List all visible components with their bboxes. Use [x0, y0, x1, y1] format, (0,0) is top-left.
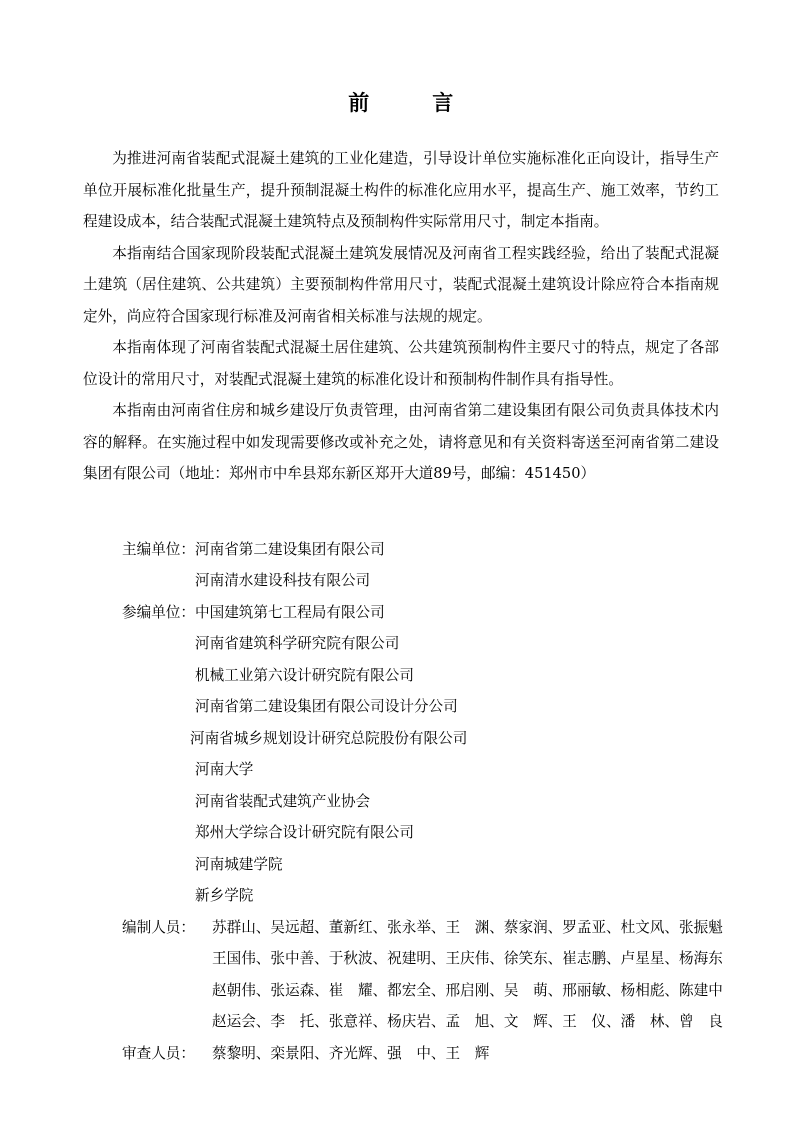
- credit-value-line: 河南省建筑科学研究院有限公司: [195, 635, 400, 653]
- credit-label-participating-unit: 参编单位：: [122, 603, 195, 621]
- body-paragraph-1: 为推进河南省装配式混凝土建筑的工业化建造，引导设计单位实施标准化正向设计，指导生产单位开展标准化批量生产，提升预制混凝土构件的标准化应用水平，提高生产、施工效率，节约工程建设成本，结合装配式混凝土建筑特点及预制构件实际常用尺寸，制定本指南。: [83, 150, 719, 231]
- credit-value-line: 郑州大学综合设计研究院有限公司: [195, 824, 414, 842]
- credit-label-reviewers: 审查人员：: [122, 1044, 195, 1062]
- credit-value-line: 蔡黎明、栾景阳、齐光辉、强 中、王 辉: [212, 1044, 490, 1062]
- credit-value-line: 河南城建学院: [195, 855, 283, 873]
- credit-value-line: 中国建筑第七工程局有限公司: [195, 603, 385, 621]
- credit-row-chief-editor-unit: [83, 534, 719, 597]
- credits-section: [83, 534, 723, 1070]
- credit-value-line: 苏群山、吴远超、董新红、张永举、王 渊、蔡家润、罗孟亚、杜文风、张振魁: [212, 918, 723, 936]
- credit-label-compilers: 编制人员：: [122, 918, 195, 936]
- credit-value-line: 河南省装配式建筑产业协会: [195, 792, 371, 810]
- credit-row-compilers: [83, 912, 723, 1038]
- credit-value-line: 赵朝伟、张运森、崔 耀、都宏全、邢启刚、吴 萌、邢丽敏、杨相彪、陈建中: [212, 981, 723, 999]
- credit-value-line: 河南省城乡规划设计研究总院股份有限公司: [190, 729, 468, 747]
- page-content: [83, 88, 723, 1069]
- credit-value-line: 河南省第二建设集团有限公司: [195, 540, 385, 558]
- credit-row-participating-unit: [83, 597, 719, 912]
- credit-value-line: 王国伟、张中善、于秋波、祝建明、王庆伟、徐笑东、崔志鹏、卢星星、杨海东: [212, 950, 723, 968]
- credit-value-line: 赵运会、李 托、张意祥、杨庆岩、孟 旭、文 辉、王 仪、潘 林、曾 良: [212, 1013, 723, 1031]
- credit-row-reviewers: [83, 1038, 719, 1070]
- body-paragraph-3: 本指南体现了河南省装配式混凝土居住建筑、公共建筑预制构件主要尺寸的特点，规定了各部位设计的常用尺寸，对装配式混凝土建筑的标准化设计和预制构件制作具有指导性。: [83, 339, 719, 388]
- credit-value-line: 河南清水建设科技有限公司: [195, 572, 371, 590]
- credit-value-line: 机械工业第六设计研究院有限公司: [195, 666, 414, 684]
- body-paragraph-2: 本指南结合国家现阶段装配式混凝土建筑发展情况及河南省工程实践经验，给出了装配式混凝土建筑（居住建筑、公共建筑）主要预制构件常用尺寸，装配式混凝土建筑设计除应符合本指南规定外，尚应符合国家现行标准及河南省相关标准与法规的规定。: [83, 244, 719, 325]
- credit-values-chief-editor-unit: [195, 534, 719, 597]
- credit-values-participating-unit: [190, 597, 719, 912]
- body-paragraph-4: 本指南由河南省住房和城乡建设厅负责管理，由河南省第二建设集团有限公司负责具体技术内容的解释。在实施过程中如发现需要修改或补充之处，请将意见和有关资料寄送至河南省第二建设集团有限公司（地址：郑州市中牟县郑东新区郑开大道89号，邮编：451450）: [83, 402, 719, 483]
- credit-label-chief-editor-unit: 主编单位：: [122, 540, 195, 558]
- credit-value-line: 河南大学: [195, 761, 254, 779]
- credit-value-line: 新乡学院: [195, 887, 254, 905]
- credit-values-reviewers: [195, 1038, 719, 1070]
- credit-values-compilers: [195, 912, 723, 1038]
- credit-value-line: 河南省第二建设集团有限公司设计分公司: [195, 698, 458, 716]
- page-title: 前 言: [348, 90, 454, 115]
